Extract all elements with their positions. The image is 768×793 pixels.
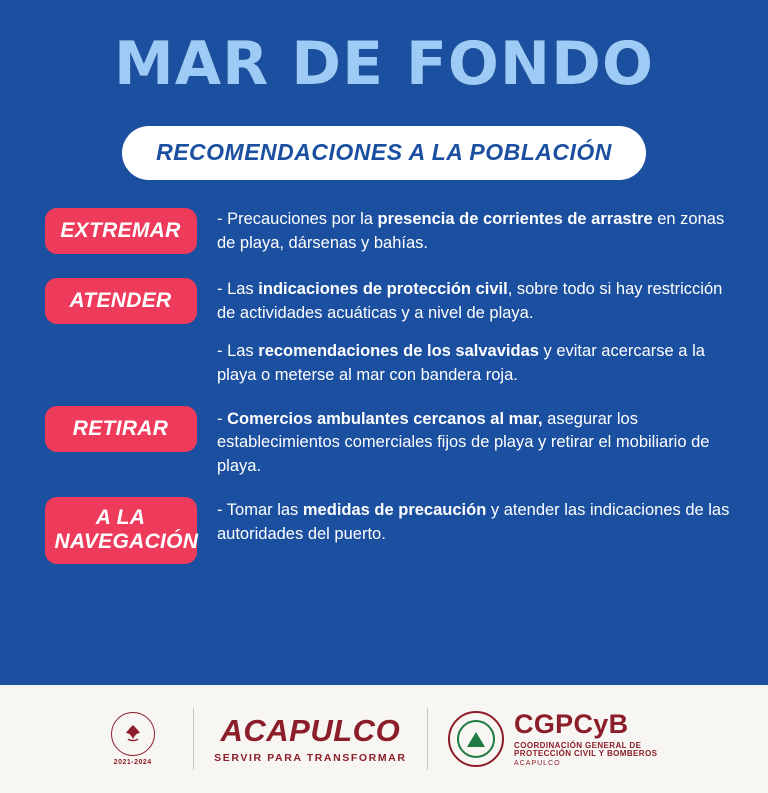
cgpcyb-title: CGPCyB [514,709,629,740]
recommendation-line: - Tomar las medidas de precaución y atender las indicaciones de las autoridades del puerto. [217,501,730,544]
recommendation-row [38,497,734,563]
badge-container [38,278,203,324]
cgpcyb-subtitle-2: PROTECCIÓN CIVIL Y BOMBEROS [514,749,658,758]
recommendation-line: - Las indicaciones de protección civil, sobre todo si hay restricción de actividades acuáticas y a nivel de playa. [217,279,723,322]
badge-container [38,208,203,254]
cgpcyb-logo [448,710,657,767]
subtitle-container [0,126,768,180]
footer-divider-1 [193,708,195,770]
government-logo [111,712,155,766]
footer-inner [111,708,658,770]
badge-container [38,406,203,452]
subtitle-banner: RECOMENDACIONES A LA POBLACIÓN [122,126,646,180]
badge-a-la-navegacion: A LA NAVEGACIÓN [45,497,197,563]
recommendation-row [38,406,734,480]
badge-container [38,497,203,563]
cgpcyb-text-block [514,710,657,767]
recommendation-line: - Comercios ambulantes cercanos al mar, asegurar los establecimientos comerciales fijos de playa y retirar el mobiliario de playa. [217,409,710,476]
footer-divider-2 [427,708,429,770]
badge-retirar: RETIRAR [45,406,197,452]
badge-extremar: EXTREMAR [45,208,197,254]
badge-atender: ATENDER [45,278,197,324]
page-title: MAR DE FONDO [114,29,654,99]
recommendation-text-group [203,406,734,480]
recommendation-line: - Las recomendaciones de los salvavidas y evitar acercarse a la playa o meterse al mar con bandera roja. [217,341,705,384]
footer-logos [0,685,768,793]
recommendation-row [38,278,734,388]
eagle-emblem-icon [111,712,155,756]
government-years: 2021-2024 [113,759,152,766]
recommendation-line: - Precauciones por la presencia de corrientes de arrastre en zonas de playa, dársenas y bahías. [217,210,725,252]
recommendation-text-group [203,278,734,388]
acapulco-logo [214,712,407,764]
cgpcyb-subtitle-3: ACAPULCO [514,760,561,768]
recommendation-text-group [203,208,734,256]
triangle-shape [467,732,485,747]
acapulco-tagline: SERVIR PARA TRANSFORMAR [214,751,407,764]
acapulco-name: ACAPULCO [220,712,401,748]
recommendation-text-group [203,497,734,547]
cgpcyb-subtitle-1: COORDINACIÓN GENERAL DE [514,740,642,750]
civil-protection-triangle-icon [448,711,504,767]
seal-inner-ring [457,720,495,758]
recommendation-row [38,208,734,256]
recommendation-list [0,208,768,685]
